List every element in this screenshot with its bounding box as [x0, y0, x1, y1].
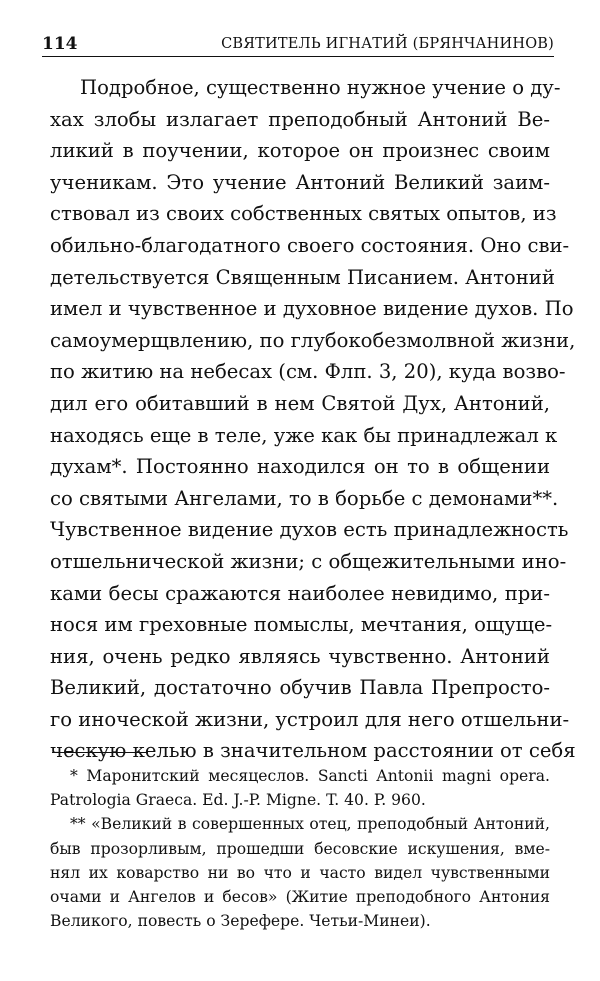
- text-line: ками бесы сражаются наиболее невидимо, при-: [50, 581, 550, 605]
- text-line: ликий в поучении, которое он произнес своим: [50, 139, 550, 163]
- text-line: ученикам. Это учение Антоний Великий заим-: [50, 170, 550, 194]
- text-line: со святыми Ангелами, то в борьбе с демонами**.: [50, 486, 559, 510]
- footnote-line: нял их коварство ни во что и часто видел чувственными: [50, 863, 550, 882]
- text-line: имел и чувственное и духовное видение духов. По: [50, 297, 574, 321]
- text-line: ствовал из своих собственных святых опытов, из: [50, 202, 557, 226]
- footnote-line: быв прозорливым, прошедши бесовские искушения, вме-: [50, 839, 550, 858]
- footnote-line: * Маронитский месяцеслов. Sancti Antonii magni opera.: [70, 767, 550, 785]
- text-line: Подробное, существенно нужное учение о ду-: [80, 76, 561, 99]
- text-line: хах злобы излагает преподобный Антоний Ве-: [50, 107, 550, 131]
- text-line: по житию на небесах (см. Флп. 3, 20), куда возво-: [50, 360, 566, 384]
- text-line: Чувственное видение духов есть принадлежность: [50, 518, 569, 542]
- page-header: [42, 34, 554, 57]
- text-line: нося им греховные помыслы, мечтания, ощуще-: [50, 613, 553, 637]
- text-line: дил его обитавший в нем Святой Дух, Антоний,: [50, 391, 550, 415]
- footnotes: [50, 764, 550, 933]
- running-head: СВЯТИТЕЛЬ ИГНАТИЙ (БРЯНЧАНИНОВ): [221, 36, 554, 52]
- footnote-line: Patrologia Graeca. Ed. J.-P. Migne. T. 40. P. 960.: [50, 791, 426, 810]
- footnote-line: очами и Ангелов и бесов» (Житие преподобного Антония: [50, 887, 550, 906]
- text-line: ния, очень редко являясь чувственно. Антоний: [50, 644, 550, 668]
- text-line: самоумерщвлению, по глубокобезмолвной жизни,: [50, 328, 576, 352]
- text-line: отшельнической жизни; с общежительными ино-: [50, 549, 567, 573]
- footnote-divider: [52, 752, 148, 753]
- text-line: го иноческой жизни, устроил для него отшельни-: [50, 707, 570, 731]
- text-line: находясь еще в теле, уже как бы принадлежал к: [50, 423, 558, 447]
- text-line: детельствуется Священным Писанием. Антоний: [50, 265, 555, 289]
- footnote-line: Великого, повесть о Зерефере. Четьи-Минеи).: [50, 912, 431, 931]
- text-line: ческую келью в значительном расстоянии от себя: [50, 739, 576, 763]
- text-line: обильно-благодатного своего состояния. Оно сви-: [50, 233, 570, 257]
- text-line: Великий, достаточно обучив Павла Препросто-: [50, 676, 550, 700]
- footnote-line: ** «Великий в совершенных отец, преподобный Антоний,: [70, 815, 550, 834]
- text-line: духам*. Постоянно находился он то в общении: [50, 455, 550, 479]
- main-text: [50, 72, 576, 767]
- page-number: 114: [42, 34, 78, 54]
